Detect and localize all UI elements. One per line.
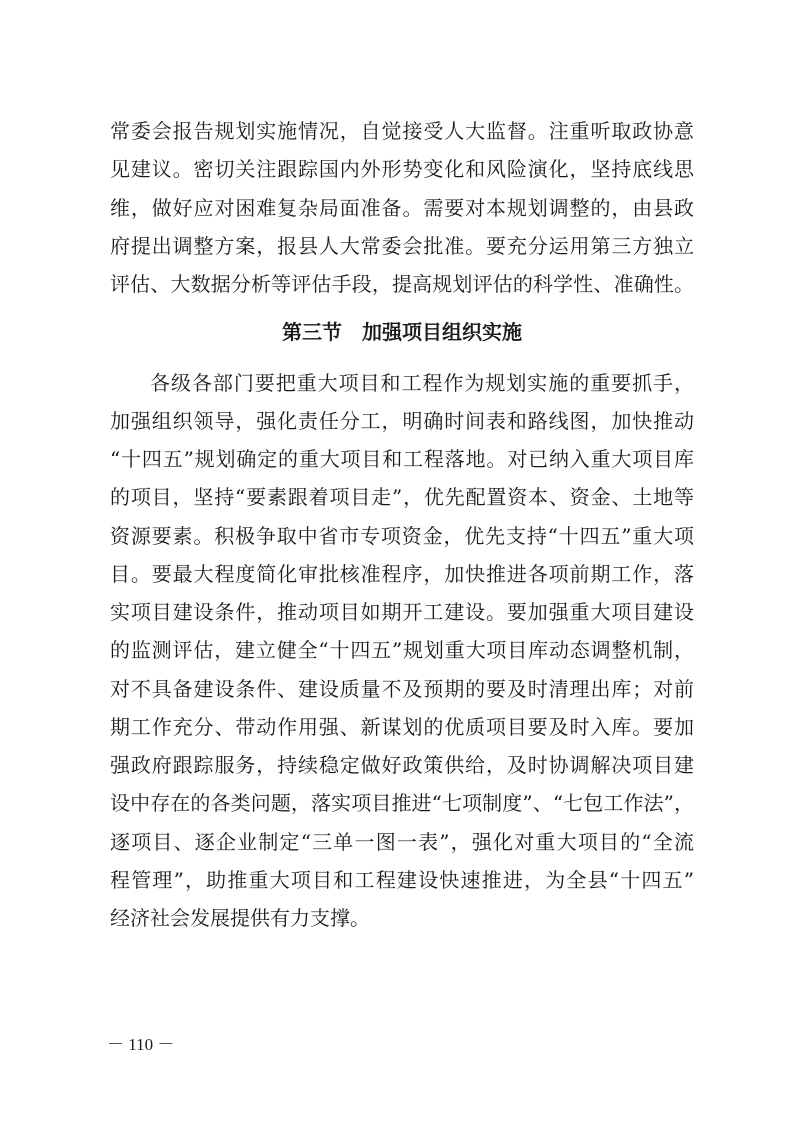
text-line: 实项目建设条件，推动项目如期开工建设。要加强重大项目建设: [110, 600, 694, 624]
text-line: 程管理”，助推重大项目和工程建设快速推进，为全县“十四五”: [110, 868, 694, 892]
text-line: 加强组织领导，强化责任分工，明确时间表和路线图，加快推动: [110, 409, 694, 433]
text-line: 评估、大数据分析等评估手段，提高规划评估的科学性、准确性。: [110, 272, 694, 296]
text-line: 经济社会发展提供有力支撑。: [110, 906, 370, 930]
text-line: 各级各部门要把重大项目和工程作为规划实施的重要抓手，: [150, 371, 694, 395]
text-line: 设中存在的各类问题，落实项目推进“七项制度”、“七包工作法”，: [110, 791, 694, 815]
text-line: 强政府跟踪服务，持续稳定做好政策供给，及时协调解决项目建: [110, 753, 694, 777]
text-line: 资源要素。积极争取中省市专项资金，优先支持“十四五”重大项: [110, 524, 694, 548]
section-heading: 第三节 加强项目组织实施: [282, 320, 522, 344]
text-line: 见建议。密切关注跟踪国内外形势变化和风险演化，坚持底线思: [110, 157, 694, 181]
page-number: － 110 －: [107, 1035, 175, 1054]
text-line: 对不具备建设条件、建设质量不及预期的要及时清理出库；对前: [110, 677, 694, 701]
text-line: 的项目，坚持“要素跟着项目走”，优先配置资本、资金、土地等: [110, 485, 694, 509]
text-line: 目。要最大程度简化审批核准程序，加快推进各项前期工作，落: [110, 562, 694, 586]
text-line: 的监测评估，建立健全“十四五”规划重大项目库动态调整机制，: [110, 638, 694, 662]
text-line: 府提出调整方案，报县人大常委会批准。要充分运用第三方独立: [110, 234, 694, 258]
text-line: 期工作充分、带动作用强、新谋划的优质项目要及时入库。要加: [110, 715, 694, 739]
text-line: 逐项目、逐企业制定“三单一图一表”，强化对重大项目的“全流: [110, 830, 694, 854]
text-line: 维，做好应对困难复杂局面准备。需要对本规划调整的，由县政: [110, 196, 694, 220]
text-line: “十四五”规划确定的重大项目和工程落地。对已纳入重大项目库: [110, 447, 694, 471]
text-line: 常委会报告规划实施情况，自觉接受人大监督。注重听取政协意: [110, 119, 694, 143]
